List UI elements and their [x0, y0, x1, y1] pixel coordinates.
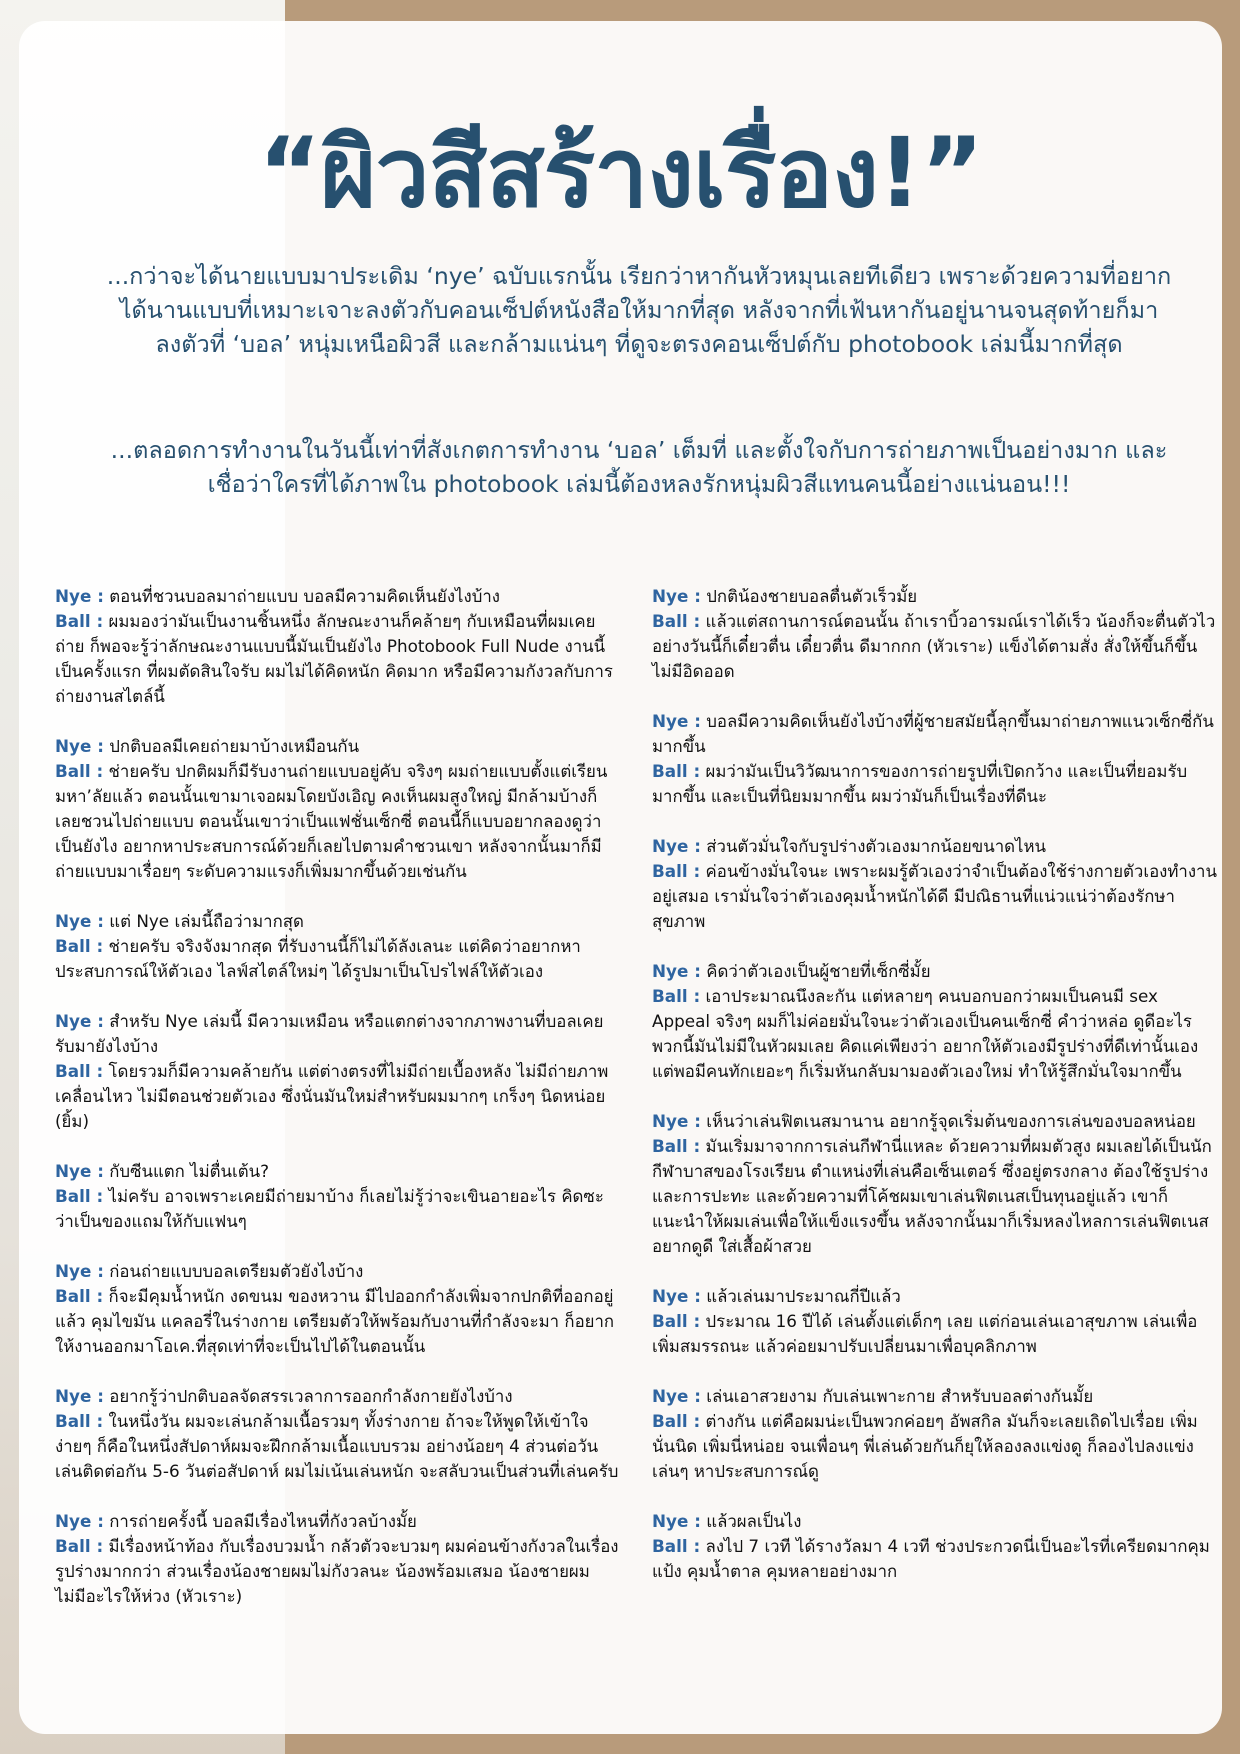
speaker-label-nye: Nye :: [55, 1011, 104, 1031]
speaker-label-ball: Ball :: [652, 1411, 701, 1431]
question-text: คิดว่าตัวเองเป็นผู้ชายที่เซ็กซี่มั้ย: [706, 961, 931, 981]
speaker-label-nye: Nye :: [652, 586, 701, 606]
answer-text: ผมมองว่ามันเป็นงานชิ้นหนึ่ง ลักษณะงานก็คล้ายๆ กับเหมือนที่ผมเคยถ่าย ก็พอจะรู้ว่าลักษณะงานแบบนี้มันเป็นยังไง Photobook Full Nude งานนี้เป็นครั้งแรก ที่ผมตัดสินใจรับ ผมไม่ได้คิดหนัก คิดมาก หรือมีความกังวลกับการถ่ายงานสไตล์นี้: [55, 611, 613, 706]
speaker-label-ball: Ball :: [55, 1061, 104, 1081]
speaker-label-ball: Ball :: [55, 761, 104, 781]
speaker-label-ball: Ball :: [55, 1186, 104, 1206]
speaker-label-nye: Nye :: [55, 911, 104, 931]
qa-block: [55, 734, 620, 884]
question: [652, 584, 1217, 609]
answer-text: ก็จะมีคุมน้ำหนัก งดขนม ของหวาน มีไปออกกำลังเพิ่มจากปกติที่ออกอยู่แล้ว คุมไขมัน แคลอรี่ในร่างกาย เตรียมตัวให้พร้อมกับงานที่กำลังจะมา ก็อยากให้งานออกมาโอเค.ที่สุดเท่าที่จะเป็นไปได้ในตอนนั้น: [55, 1286, 615, 1356]
question-text: กับซีนแตก ไม่ตื่นเต้น?: [109, 1161, 270, 1181]
speaker-label-ball: Ball :: [652, 1311, 701, 1331]
speaker-label-nye: Nye :: [55, 1161, 104, 1181]
qa-block: [652, 959, 1217, 1084]
answer: [55, 1284, 620, 1359]
question: [55, 1159, 620, 1184]
speaker-label-ball: Ball :: [55, 1536, 104, 1556]
qa-block: [55, 1009, 620, 1134]
article-card: [19, 21, 1222, 1734]
question: [652, 1509, 1217, 1534]
question: [652, 834, 1217, 859]
answer: [55, 759, 620, 884]
answer: [55, 1534, 620, 1609]
question-text: แล้วเล่นมาประมาณกี่ปีแล้ว: [706, 1286, 901, 1306]
qa-block: [652, 709, 1217, 809]
answer: [652, 1534, 1217, 1584]
qa-block: [55, 1259, 620, 1359]
answer: [55, 1184, 620, 1234]
answer-text: โดยรวมก็มีความคล้ายกัน แต่ต่างตรงที่ไม่มีถ่ายเบื้องหลัง ไม่มีถ่ายภาพเคลื่อนไหว ไม่มีตอนช่วยตัวเอง ซึ่งนั่นมันใหม่สำหรับผมมากๆ เกร็งๆ นิดหน่อย (ยิ้ม): [55, 1061, 609, 1131]
question-text: เห็นว่าเล่นฟิตเนสมานาน อยากรู้จุดเริ่มต้นของการเล่นของบอลหน่อย: [706, 1111, 1196, 1131]
qa-block: [55, 909, 620, 984]
question: [652, 1284, 1217, 1309]
qa-block: [55, 1384, 620, 1484]
question-text: ส่วนตัวมั่นใจกับรูปร่างตัวเองมากน้อยขนาดไหน: [706, 836, 1046, 856]
answer: [652, 759, 1217, 809]
speaker-label-nye: Nye :: [55, 736, 104, 756]
answer: [55, 1059, 620, 1134]
answer: [652, 609, 1217, 684]
interview-column-right: [652, 584, 1217, 1609]
question-text: แล้วผลเป็นไง: [706, 1511, 802, 1531]
speaker-label-nye: Nye :: [55, 586, 104, 606]
answer: [652, 1309, 1217, 1359]
answer-text: มันเริ่มมาจากการเล่นกีฬานี่แหละ ด้วยความที่ผมตัวสูง ผมเลยได้เป็นนักกีฬาบาสของโรงเรียน ตำแหน่งที่เล่นคือเซ็นเตอร์ ซึ่งอยู่ตรงกลาง ต้องใช้รูปร่าง และการปะทะ และด้วยความที่โค้ชผมเขาเล่นฟิตเนสเป็นทุนอยู่แล้ว เขาก็แนะนำให้ผมเล่นเพื่อให้แข็งแรงขึ้น หลังจากนั้นมาก็เริ่มหลงไหลการเล่นฟิตเนส อยากดูดี ใส่เสื้อผ้าสวย: [652, 1136, 1212, 1256]
question: [55, 1509, 620, 1534]
speaker-label-nye: Nye :: [55, 1511, 104, 1531]
answer: [652, 1409, 1217, 1484]
question-text: บอลมีความคิดเห็นยังไงบ้างที่ผู้ชายสมัยนี้ลุกขึ้นมาถ่ายภาพแนวเซ็กซี่กันมากขึ้น: [652, 711, 1214, 756]
qa-block: [652, 834, 1217, 934]
speaker-label-ball: Ball :: [55, 611, 104, 631]
answer-text: ช่ายครับ จริงจังมากสุด ที่รับงานนี้ก็ไม่ได้ลังเลนะ แต่คิดว่าอยากหาประสบการณ์ให้ตัวเอง ไลฟ์สไตล์ใหม่ๆ ได้รูปมาเป็นโปรไฟล์ให้ตัวเอง: [55, 936, 581, 981]
answer-text: มีเรื่องหน้าท้อง กับเรื่องบวมน้ำ กลัวตัวจะบวมๆ ผมค่อนข้างกังวลในเรื่องรูปร่างมากกว่า ส่วนเรื่องน้องชายผมไม่กังวลนะ น้องพร้อมเสมอ น้องชายผมไม่มีอะไรให้ห่วง (หัวเราะ): [55, 1536, 619, 1606]
speaker-label-nye: Nye :: [652, 1286, 701, 1306]
answer: [652, 1134, 1217, 1259]
question: [55, 734, 620, 759]
speaker-label-nye: Nye :: [652, 1386, 701, 1406]
qa-block: [652, 584, 1217, 684]
question: [652, 709, 1217, 759]
intro-paragraph: ...กว่าจะได้นายแบบมาประเดิม ‘nye’ ฉบับแรกนั้น เรียกว่าหากันหัวหมุนเลยทีเดียว เพราะด้วยความที่อยากได้นานแบบที่เหมาะเจาะลงตัวกับคอนเซ็ปต์หนังสือให้มากที่สุด หลังจากที่เฟ้นหากันอยู่นานจนสุดท้ายก็มาลงตัวที่ ‘บอล’ หนุ่มเหนือผิวสี และกล้ามแน่นๆ ที่ดูจะตรงคอนเซ็ปต์กับ photobook เล่มนี้มากที่สุด: [106, 262, 1172, 358]
qa-block: [55, 584, 620, 709]
answer: [55, 1409, 620, 1484]
speaker-label-nye: Nye :: [652, 836, 701, 856]
question-text: ปกติบอลมีเคยถ่ายมาบ้างเหมือนกัน: [109, 736, 360, 756]
question-text: การถ่ายครั้งนี้ บอลมีเรื่องไหนที่กังวลบ้างมั้ย: [109, 1511, 417, 1531]
qa-block: [652, 1509, 1217, 1584]
speaker-label-nye: Nye :: [55, 1261, 104, 1281]
qa-block: [55, 1509, 620, 1609]
speaker-label-nye: Nye :: [652, 711, 701, 731]
speaker-label-ball: Ball :: [652, 861, 701, 881]
question: [55, 584, 620, 609]
question-text: แต่ Nye เล่มนี้ถือว่ามากสุด: [109, 911, 304, 931]
question: [55, 909, 620, 934]
answer-text: ไม่ครับ อาจเพราะเคยมีถ่ายมาบ้าง ก็เลยไม่รู้ว่าจะเขินอายอะไร คิดซะว่าเป็นของแถมให้กับแฟนๆ: [55, 1186, 604, 1231]
speaker-label-ball: Ball :: [55, 1411, 104, 1431]
answer-text: ค่อนข้างมั่นใจนะ เพราะผมรู้ตัวเองว่าจำเป็นต้องใช้ร่างกายตัวเองทำงานอยู่เสมอ เรามั่นใจว่าตัวเองคุมน้ำหนักได้ดี มีปณิธานที่แน่วแน่ว่าต้องรักษาสุขภาพ: [652, 861, 1217, 931]
qa-block: [652, 1284, 1217, 1359]
intro-paragraph: ...ตลอดการทำงานในวันนี้เท่าที่สังเกตการทำงาน ‘บอล’ เต็มที่ และตั้งใจกับการถ่ายภาพเป็นอย่างมาก และเชื่อว่าใครที่ได้ภาพใน photobook เล่มนี้ต้องหลงรักหนุ่มผิวสีแทนคนนี้อย่างแน่นอน!!!: [110, 436, 1168, 498]
answer-text: แล้วแต่สถานการณ์ตอนนั้น ถ้าเราบิ้วอารมณ์เราได้เร็ว น้องก็จะตื่นตัวไว อย่างวันนี้ก็เดี๋ยวตื่น เดี๋ยวตื่น ดีมากกก (หัวเราะ) แข็งได้ตามสั่ง สั่งให้ขึ้นก็ขึ้น ไม่มีอิดออด: [652, 611, 1216, 681]
answer: [55, 609, 620, 709]
question-text: สำหรับ Nye เล่มนี้ มีความเหมือน หรือแตกต่างจากภาพงานที่บอลเคยรับมายังไงบ้าง: [55, 1011, 604, 1056]
speaker-label-ball: Ball :: [652, 1536, 701, 1556]
speaker-label-nye: Nye :: [55, 1386, 104, 1406]
qa-block: [652, 1384, 1217, 1484]
question: [652, 1384, 1217, 1409]
speaker-label-nye: Nye :: [652, 1111, 701, 1131]
speaker-label-ball: Ball :: [652, 1136, 701, 1156]
question: [55, 1009, 620, 1059]
question: [55, 1259, 620, 1284]
answer-text: เอาประมาณนึงละกัน แต่หลายๆ คนบอกบอกว่าผมเป็นคนมี sex Appeal จริงๆ ผมก็ไม่ค่อยมั่นใจนะว่าตัวเองเป็นคนเซ็กซี่ คำว่าหล่อ ดูดีอะไรพวกนี้มันไม่มีในหัวผมเลย คิดแค่เพียงว่า อยากให้ตัวเองมีรูปร่างที่ดีเท่านั้นเอง แต่พอมีคนทักเยอะๆ ก็เริ่มหันกลับมามองตัวเองใหม่ ทำให้รู้สึกมั่นใจมากขึ้น: [652, 986, 1199, 1081]
question-text: เล่นเอาสวยงาม กับเล่นเพาะกาย สำหรับบอลต่างกันมั้ย: [706, 1386, 1094, 1406]
answer-text: ประมาณ 16 ปีได้ เล่นตั้งแต่เด็กๆ เลย แต่ก่อนเล่นเอาสุขภาพ เล่นเพื่อเพิ่มสมรรถนะ แล้วค่อยมาปรับเปลี่ยนมาเพื่อบุคลิกภาพ: [652, 1311, 1198, 1356]
question-text: ตอนที่ชวนบอลมาถ่ายแบบ บอลมีความคิดเห็นยังไงบ้าง: [109, 586, 500, 606]
answer: [652, 984, 1217, 1084]
speaker-label-ball: Ball :: [652, 611, 701, 631]
answer-text: ลงไป 7 เวที ได้รางวัลมา 4 เวที ช่วงประกวดนี่เป็นอะไรที่เครียดมากคุมแป้ง คุมน้ำตาล คุมหลายอย่างมาก: [652, 1536, 1210, 1581]
answer-text: ในหนึ่งวัน ผมจะเล่นกล้ามเนื้อรวมๆ ทั้งร่างกาย ถ้าจะให้พูดให้เข้าใจง่ายๆ ก็คือในหนึ่งสัปดาห์ผมจะฝึกกล้ามเนื้อแบบรวม อย่างน้อยๆ 4 ส่วนต่อวัน เล่นติดต่อกัน 5-6 วันต่อสัปดาห์ ผมไม่เน้นเล่นหนัก จะสลับวนเป็นส่วนที่เล่นครับ: [55, 1411, 619, 1481]
answer: [55, 934, 620, 984]
question: [55, 1384, 620, 1409]
interview-column-left: [55, 584, 620, 1634]
question-text: อยากรู้ว่าปกติบอลจัดสรรเวลาการออกกำลังกายยังไงบ้าง: [109, 1386, 513, 1406]
qa-block: [652, 1109, 1217, 1259]
speaker-label-ball: Ball :: [55, 1286, 104, 1306]
answer-text: ช่ายครับ ปกติผมก็มีรับงานถ่ายแบบอยู่คับ จริงๆ ผมถ่ายแบบตั้งแต่เรียนมหา’ลัยแล้ว ตอนนั้นเขามาเจอผมโดยบังเอิญ คงเห็นผมสูงใหญ่ มีกล้ามบ้างก็เลยชวนไปถ่ายแบบ ตอนนั้นเขาว่าเป็นแฟชั่นเซ็กซี่ ตอนนี้ก็แบบอยากลองดูว่าเป็นยังไง อยากหาประสบการณ์ด้วยก็เลยไปตามคำชวนเขา หลังจากนั้นมาก็มีถ่ายแบบมาเรื่อยๆ ระดับความแรงก็เพิ่มมากขึ้นด้วยเช่นกัน: [55, 761, 608, 881]
speaker-label-ball: Ball :: [652, 986, 701, 1006]
speaker-label-ball: Ball :: [55, 936, 104, 956]
question-text: ก่อนถ่ายแบบบอลเตรียมตัวยังไงบ้าง: [109, 1261, 364, 1281]
question-text: ปกติน้องชายบอลตื่นตัวเร็วมั้ย: [706, 586, 918, 606]
speaker-label-nye: Nye :: [652, 961, 701, 981]
qa-block: [55, 1159, 620, 1234]
answer-text: ต่างกัน แต่คือผมน่ะเป็นพวกค่อยๆ อัพสกิล มันก็จะเลยเถิดไปเรื่อย เพิ่มนั่นนิด เพิ่มนี่หน่อย จนเพื่อนๆ พี่เล่นด้วยกันก็ยุให้ลองลงแข่งดู ก็ลองไปลงแข่งเล่นๆ หาประสบการณ์ดู: [652, 1411, 1198, 1481]
question: [652, 1109, 1217, 1134]
answer-text: ผมว่ามันเป็นวิวัฒนาการของการถ่ายรูปที่เปิดกว้าง และเป็นที่ยอมรับมากขึ้น และเป็นที่นิยมมากขึ้น ผมว่ามันก็เป็นเรื่องที่ดีนะ: [652, 761, 1188, 806]
speaker-label-nye: Nye :: [652, 1511, 701, 1531]
answer: [652, 859, 1217, 934]
headline: “ผิวสีสร้างเรื่อง!”: [258, 117, 983, 229]
question: [652, 959, 1217, 984]
speaker-label-ball: Ball :: [652, 761, 701, 781]
